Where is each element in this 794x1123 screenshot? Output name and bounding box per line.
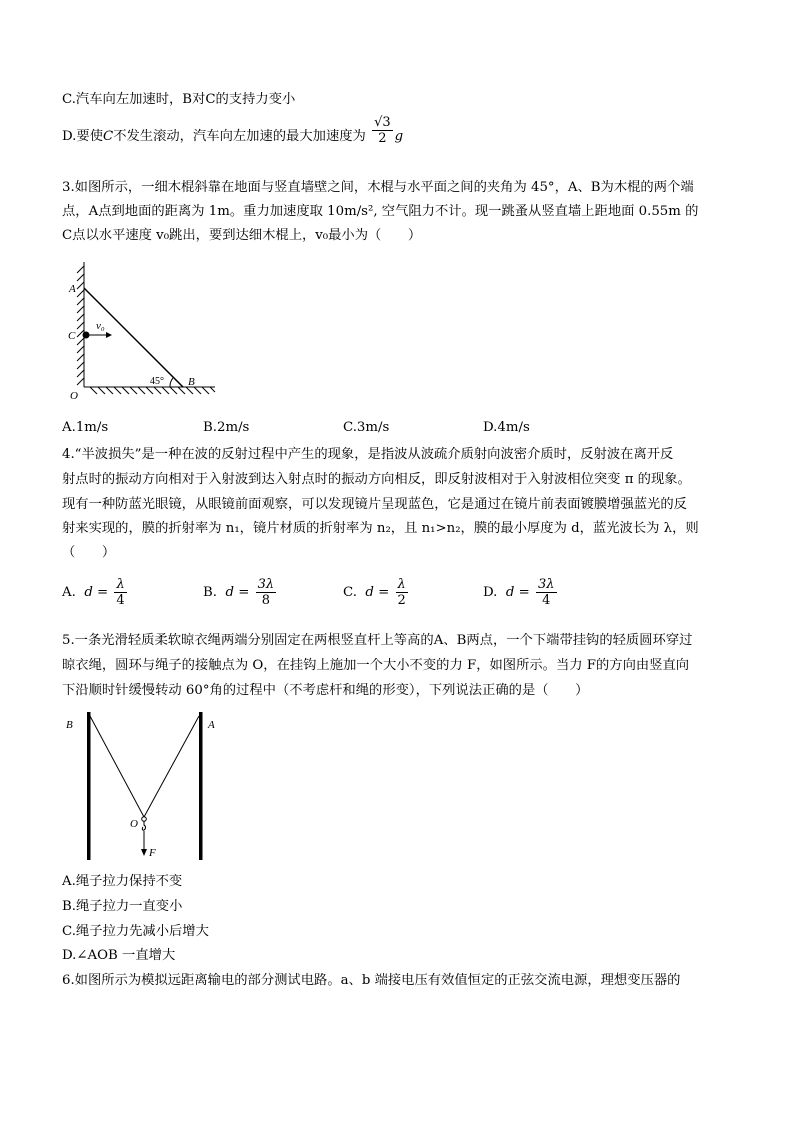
q4-option-b [203,577,278,608]
q2-optd-var: C [103,129,114,144]
q4-opt-a-label: A. [62,585,76,600]
q5-stem-line2: 晾衣绳，圆环与绳子的接触点为 O，在挂钩上施加一个大小不变的力 F，如图所示。当力 F的方向由竖直向 [62,658,690,673]
q4-opt-a-num: λ [116,577,125,592]
q4-opt-b-frac [256,577,277,608]
q4-opt-c-frac [396,577,408,608]
q2-option-c: C.汽车向左加速时，B对C的支持力变小 [62,92,296,107]
q4-option-a [62,577,129,608]
q4-opt-d-lhs: d = [505,585,530,600]
q2-optd-pre: D.要使 [62,129,104,144]
q4-stem-line5: （ ） [62,545,116,560]
q4-stem-line4: 射来实现的，膜的折射率为 n₁，镜片材质的折射率为 n₂，且 n₁>n₂，膜的最小厚度为 d，蓝光波长为 λ，则 [62,521,699,536]
q4-option-d [483,577,559,608]
q3-option-d: D.4m/s [483,420,530,435]
hook [142,821,145,830]
label-a: A [208,719,215,731]
q5-stem-line3: 下沿顺时针缓慢转动 60°角的过程中（不考虑杆和绳的形变），下列说法正确的是（ ） [62,683,589,698]
label-o: O [130,818,138,830]
q3-stem-line3: C点以水平速度 v₀跳出，要到达细木棍上，v₀最小为（ ） [62,228,422,243]
q4-opt-b-lhs: d = [225,585,250,600]
q5-option-a: A.绳子拉力保持不变 [62,874,183,889]
q4-opt-b-label: B. [203,585,217,600]
q4-opt-a-lhs: d = [84,585,109,600]
q4-opt-d-label: D. [483,585,498,600]
label-b: B [188,376,195,388]
q5-option-b: B.绳子拉力一直变小 [62,899,183,914]
q5-option-d: D.∠AOB 一直增大 [62,948,176,963]
q4-opt-c-den: 2 [397,593,406,608]
wall-hatch [77,266,84,385]
q4-opt-d-num: 3λ [538,577,555,592]
q4-opt-c-num: λ [397,577,406,592]
q3-figure [60,258,220,403]
q4-opt-b-num: 3λ [257,577,275,592]
q5-figure [62,710,222,865]
left-pole [87,712,91,860]
label-b: B [66,719,73,731]
q4-stem-line2: 射点时的振动方向相对于入射波到达入射点时的振动方向相反，即反射波相对于入射波相位突变 π 的现象。 [62,472,691,487]
q4-opt-d-frac [536,577,557,608]
label-a: A [69,283,76,295]
label-f: F [149,847,156,859]
label-c: C [68,330,76,342]
q2-optd-den: 2 [378,131,387,146]
flea-dot [83,332,90,339]
q4-opt-b-den: 8 [261,593,270,608]
q4-opt-c-lhs: d = [365,585,390,600]
q2-optd-fraction [372,115,393,146]
label-v0: v₀ [96,320,105,332]
q6-stem-line1: 6.如图所示为模拟远距离输电的部分测试电路。a、b 端接电压有效值恒定的正弦交流电源，理想变压器的 [62,973,681,988]
ground-hatch [90,387,215,394]
q4-opt-c-label: C. [343,585,357,600]
rope-right [144,716,199,817]
label-angle: 45° [150,376,164,387]
q4-opt-a-den: 4 [116,593,125,608]
q3-option-b: B.2m/s [203,420,250,435]
q4-option-c [343,577,410,608]
q4-opt-d-den: 4 [542,593,551,608]
q2-optd-g: g [394,129,404,144]
label-o: O [70,390,78,402]
q3-stem-line1: 3.如图所示，一细木棍斜靠在地面与竖直墙壁之间，木棍与水平面之间的夹角为 45°，A、B为木棍的两个端 [62,180,694,195]
q4-stem-line1: 4.“半波损失”是一种在波的反射过程中产生的现象，是指波从波疏介质射向波密介质时，反射波在离开反 [62,447,674,462]
q3-option-a: A.1m/s [62,420,109,435]
wooden-stick [84,288,183,387]
q3-stem-line2: 点，A点到地面的距离为 1m。重力加速度取 10m/s², 空气阻力不计。现一跳蚤从竖直墙上距地面 0.55m 的 [62,204,699,219]
ring [142,817,147,822]
q4-stem-line3: 现有一种防蓝光眼镜，从眼镜前面观察，可以发现镜片呈现蓝色，它是通过在镜片前表面镀膜增强蓝光的反 [62,497,687,512]
q5-stem-line1: 5.一条光滑轻质柔软晾衣绳两端分别固定在两根竖直杆上等高的A、B两点，一个下端带挂钩的轻质圆环穿过 [62,633,693,648]
right-pole [199,712,203,860]
q3-option-c: C.3m/s [343,420,390,435]
q4-opt-a-frac [114,577,126,608]
rope-left [90,716,144,817]
q2-optd-mid: 不发生滚动，汽车向左加速的最大加速度为 [113,129,366,144]
q2-optd-num: √3 [374,115,391,130]
q5-option-c: C.绳子拉力先减小后增大 [62,924,209,939]
q2-option-d [62,115,404,146]
